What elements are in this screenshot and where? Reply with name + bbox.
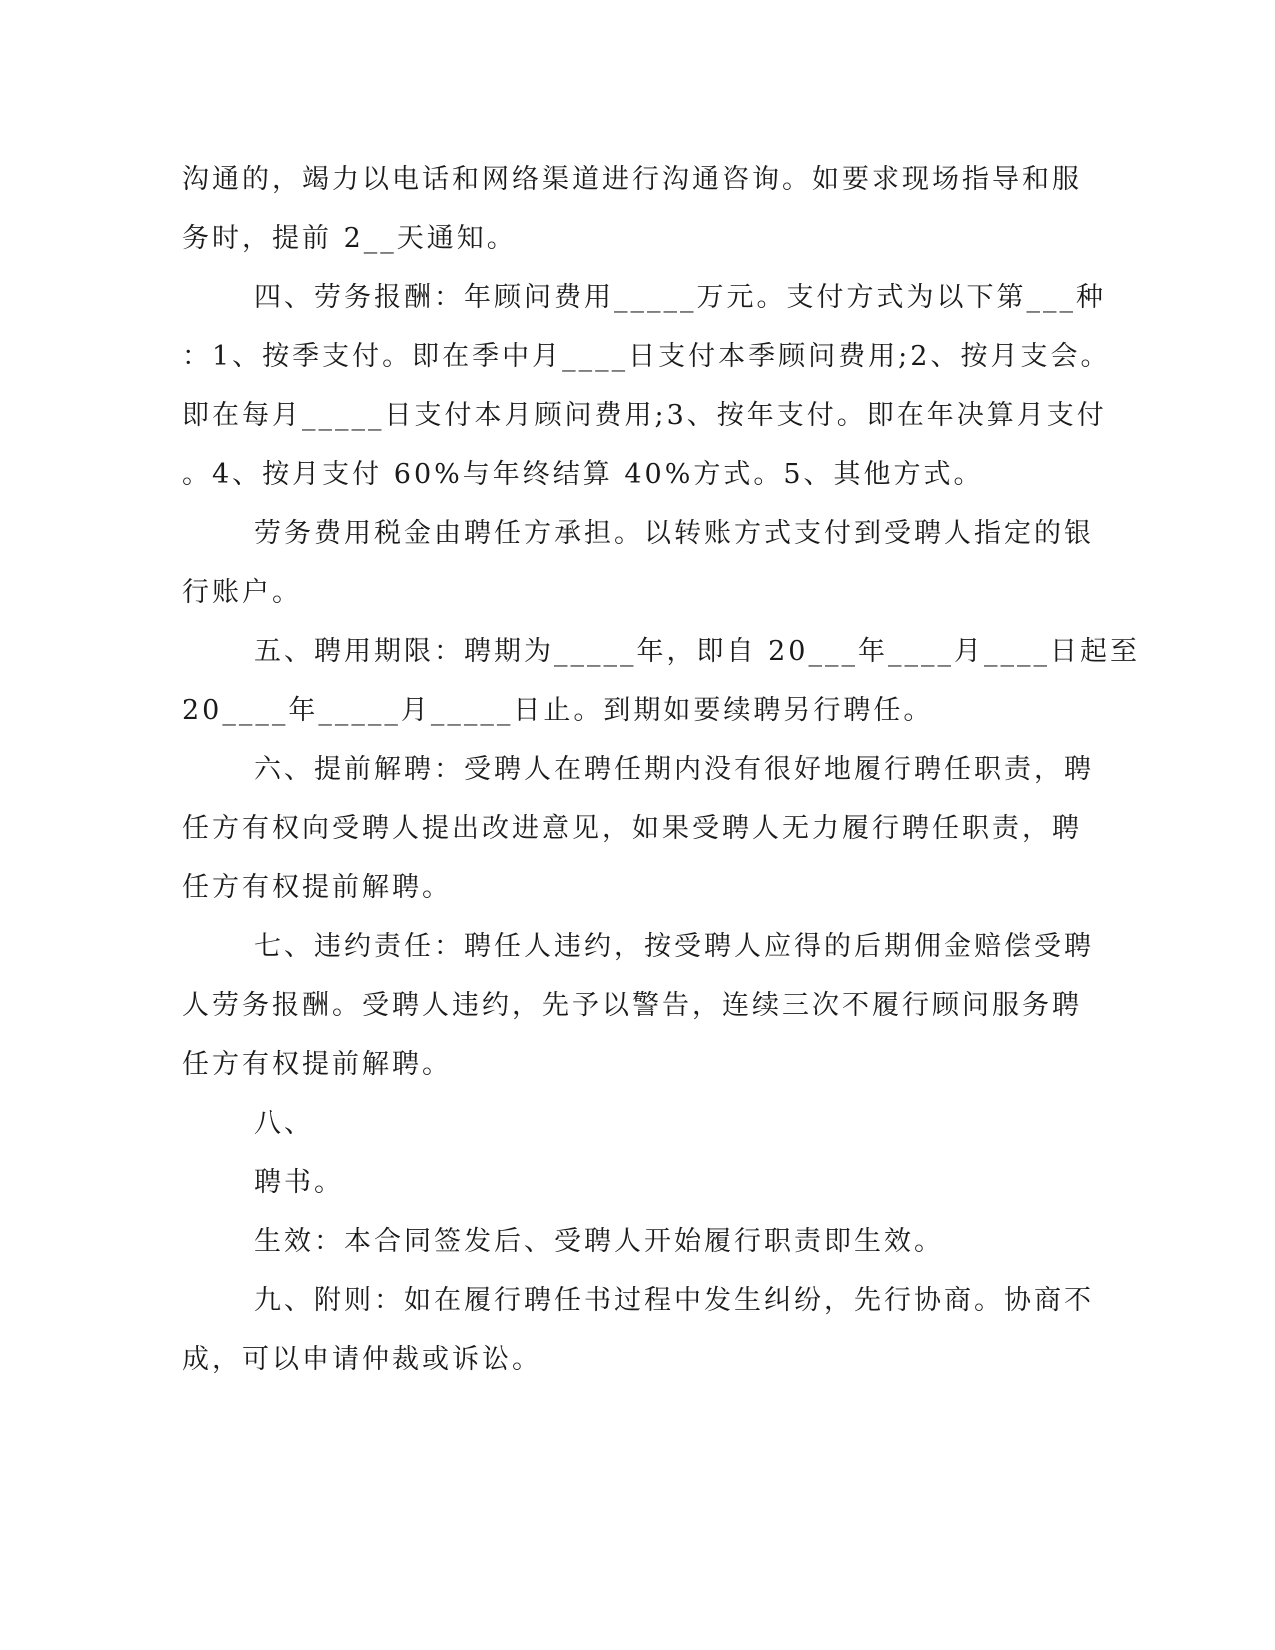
text-line: 成，可以申请仲裁或诉讼。 <box>182 1344 542 1375</box>
section-4-heading-line: 四、劳务报酬：年顾问费用_____万元。支付方式为以下第___种 <box>254 282 1106 313</box>
text-line: 生效：本合同签发后、受聘人开始履行职责即生效。 <box>254 1226 944 1257</box>
section-8-heading-line: 八、 <box>254 1108 314 1139</box>
section-7-heading-line: 七、违约责任：聘任人违约，按受聘人应得的后期佣金赔偿受聘 <box>254 931 1094 962</box>
text-line: 。4、按月支付 60%与年终结算 40%方式。5、其他方式。 <box>182 459 984 490</box>
text-line: ：1、按季支付。即在季中月____日支付本季顾问费用;2、按月支会。 <box>182 341 1111 372</box>
text-line: 沟通的，竭力以电话和网络渠道进行沟通咨询。如要求现场指导和服 <box>182 164 1082 195</box>
paragraph-start-line: 劳务费用税金由聘任方承担。以转账方式支付到受聘人指定的银 <box>254 518 1094 549</box>
text-line: 任方有权提前解聘。 <box>182 1049 452 1080</box>
text-line: 人劳务报酬。受聘人违约，先予以警告，连续三次不履行顾问服务聘 <box>182 990 1082 1021</box>
section-9-heading-line: 九、附则：如在履行聘任书过程中发生纠纷，先行协商。协商不 <box>254 1285 1094 1316</box>
text-line: 行账户。 <box>182 577 302 608</box>
section-5-heading-line: 五、聘用期限：聘期为_____年，即自 20___年____月____日起至 <box>254 636 1140 667</box>
text-line: 任方有权向受聘人提出改进意见，如果受聘人无力履行聘任职责，聘 <box>182 813 1082 844</box>
text-line: 聘书。 <box>254 1167 344 1198</box>
section-6-heading-line: 六、提前解聘：受聘人在聘任期内没有很好地履行聘任职责，聘 <box>254 754 1094 785</box>
text-line: 务时，提前 2__天通知。 <box>182 223 517 254</box>
text-line: 任方有权提前解聘。 <box>182 872 452 903</box>
text-line: 20____年_____月_____日止。到期如要续聘另行聘任。 <box>182 695 934 726</box>
text-line: 即在每月_____日支付本月顾问费用;3、按年支付。即在年决算月支付 <box>182 400 1107 431</box>
